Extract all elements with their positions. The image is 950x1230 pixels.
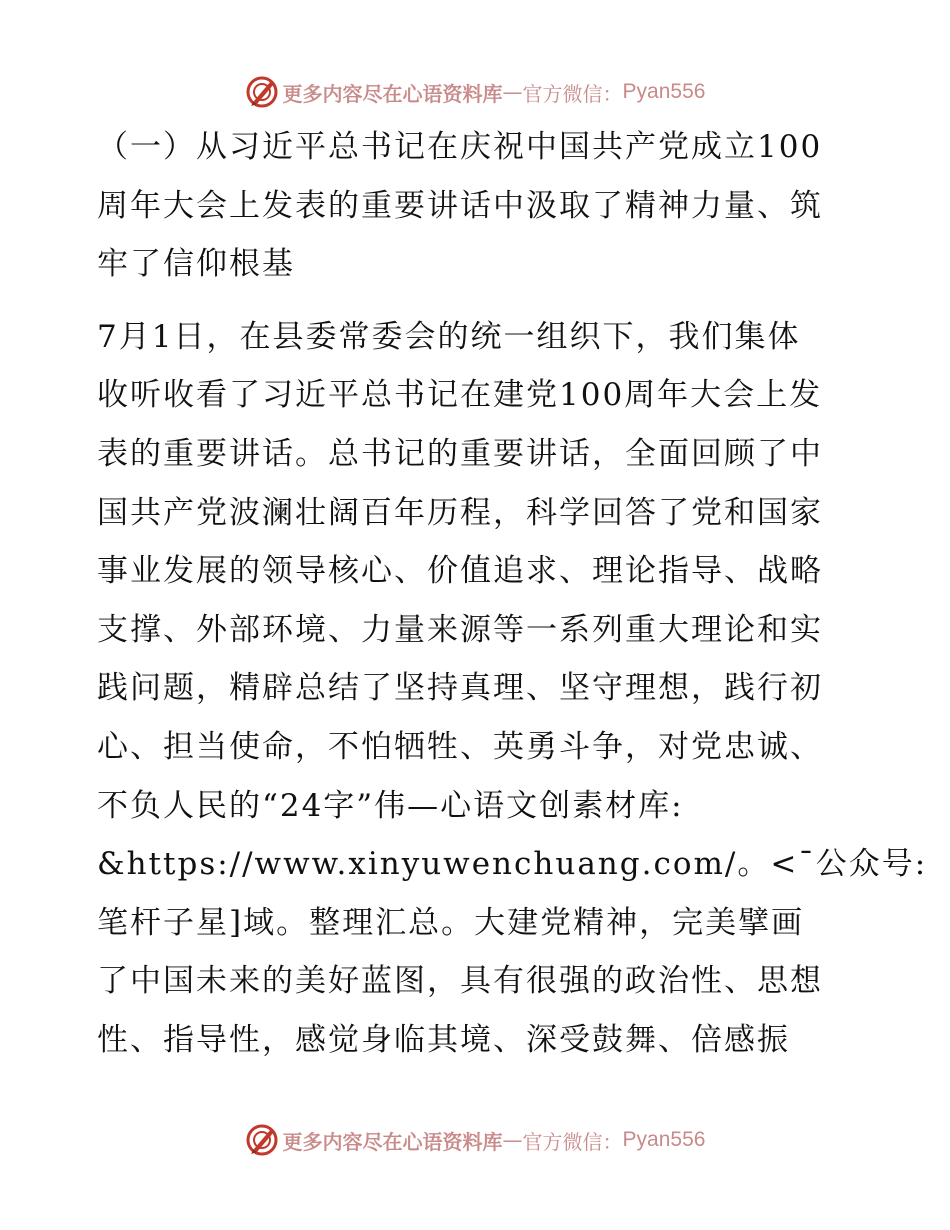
- body-line: 事业发展的领导核心、价值追求、理论指导、战略: [97, 553, 823, 590]
- watermark-dash: —: [502, 80, 523, 104]
- pen-logo-icon: [245, 75, 279, 109]
- section-heading: [97, 118, 857, 294]
- watermark-brand: 更多内容尽在心语资料库: [282, 1129, 503, 1154]
- heading-line: 周年大会上发表的重要讲话中汲取了精神力量、筑: [97, 187, 823, 224]
- body-line: 笔杆子星]域。整理汇总。大建党精神，完美擘画: [97, 904, 805, 941]
- body-line: 支撑、外部环境、力量来源等一系列重大理论和实: [97, 611, 823, 648]
- heading-line: （一）从习近平总书记在庆祝中国共产党成立100: [97, 129, 823, 165]
- header-watermark: [0, 72, 950, 112]
- watermark-account: Pyan556: [622, 1128, 706, 1151]
- body-line: 7月1日，在县委常委会的统一组织下，我们集体: [97, 318, 801, 355]
- watermark-official-label: 官方微信：: [522, 81, 623, 106]
- body-line: 践问题，精辟总结了坚持真理、坚守理想，践行初: [97, 670, 823, 707]
- document-content: [97, 118, 928, 1070]
- body-line: 国共产党波澜壮阔百年历程，科学回答了党和国家: [97, 494, 823, 531]
- body-paragraph: [97, 308, 928, 1070]
- body-line: &https://www.xinyuwenchuang.com/。<¯公众号:: [97, 846, 928, 883]
- body-line: 不负人民的“24字”伟—心语文创素材库:: [97, 787, 684, 824]
- watermark-official-label: 官方微信：: [522, 1129, 623, 1154]
- watermark-brand: 更多内容尽在心语资料库: [282, 81, 503, 106]
- heading-line: 牢了信仰根基: [97, 246, 295, 283]
- body-line: 收听收看了习近平总书记在建党100周年大会上发: [97, 377, 823, 414]
- paragraph-gap: [97, 294, 857, 308]
- body-line: 心、担当使命，不怕牺牲、英勇斗争，对党忠诚、: [97, 728, 823, 765]
- watermark-dash: —: [502, 1128, 523, 1152]
- body-line: 了中国未来的美好蓝图，具有很强的政治性、思想: [97, 963, 823, 1000]
- body-line: 性、指导性，感觉身临其境、深受鼓舞、倍感振: [97, 1021, 790, 1058]
- watermark-account: Pyan556: [622, 80, 706, 103]
- body-line: 表的重要讲话。总书记的重要讲话，全面回顾了中: [97, 435, 823, 472]
- footer-watermark: [0, 1120, 950, 1160]
- pen-logo-icon: [245, 1123, 279, 1157]
